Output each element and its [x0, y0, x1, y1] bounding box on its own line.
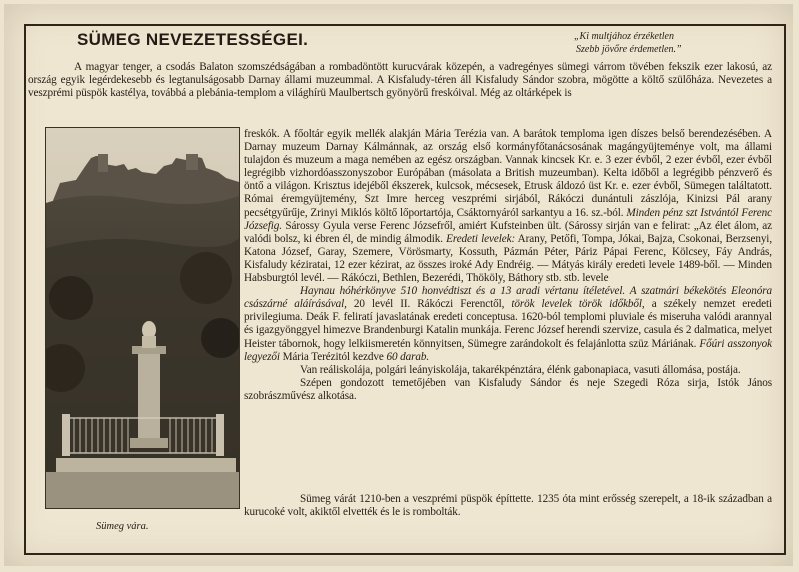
motto-line-2: Szebb jövőre érdemetlen.”	[576, 44, 682, 55]
castle-photo	[45, 127, 240, 509]
photo-caption: Sümeg vára.	[96, 521, 149, 532]
relics-text: a székely nemzet eredeti privilegiuma. Deák F. feliratí javaslatának eredeti conceptusa. 1620-ból templomi pluviale és miseruha valódi arannyal és igazgyönggyel himezve Brandenburgi Katalin munkája. Ferenc József herendi szervize, casula és 2 dalmatica, melyet Heister tábornok, hogy lelkiismeretén könnyitsen, Sümegre zarándokolt és felajánlotta szüz Máriának.	[244, 298, 772, 350]
cemetery-paragraph: Szépen gondozott temetőjében van Kisfaludy Sándor és neje Szegedi Róza sirja, Istók János szobrászművész alkotása.	[244, 376, 772, 402]
motto-line-1: „Ki multjához érzéketlen	[574, 31, 674, 42]
fans-from-text: Mária Terézitól kezdve	[282, 350, 384, 363]
castle-illustration	[46, 128, 239, 508]
history-paragraph: Sümeg várát 1210-ben a veszprémi püspök építtette. 1235 óta mint erősség szerepelt, a 18-ik században a kurucoké volt, akiktől elvették és le is rombolták.	[244, 493, 772, 519]
letters-heading: Eredeti levelek:	[446, 232, 516, 245]
relics-paragraph	[244, 285, 772, 364]
main-text-column	[244, 128, 772, 403]
fans-count-text: 60 darab.	[386, 350, 430, 363]
museum-paragraph	[244, 128, 772, 285]
motto	[574, 30, 774, 56]
intro-paragraph: A magyar tenger, a csodás Balaton szomszédságában a rombadöntött kurucvárak közepén, a vadregényes sümegi várrom tövében fekszik ezer lakosú, az ország egyik legérdekesebb és legtanulságosabb Darnay állami muzeummal. A Kisfaludy-téren áll Kisfaludy Sándor szobra, mögötte a költő szülőháza. Nevezetes a veszprémi püspök kastélya, továbbá a plebánia-templom a világhírü Maulbertsch gyönyörű freskóival. Még az oltárképek is	[28, 61, 772, 100]
fans-text: Főúri asszonyok legyezői	[244, 337, 772, 363]
page-title: SÜMEG NEVEZETESSÉGEI.	[77, 30, 309, 49]
rakoczi-text: 20 levél II. Rákóczi Ferenctől,	[353, 298, 505, 311]
museum-text: freskók. A főoltár egyik mellék alakján Mária Terézia van. A barátok temploma igen díszes belső berendezésében. A Darnay muzeum Darnay Kálmánnak, az ország első kormányfőtanácsosának magángyüjteménye volt, ma állami tulajdon és muzeum a maga nemében az egész országban. Vannak kincsek Kr. e. 3 ezer évből, 2 ezer évből, ezer évből legrégibb vizhordóasszonyszobor Európában (másolata a British muzeumban). Kelta időből a legrégibb pénzverő és öntő a világon. Krisztus idejéből ékszerek, kulcsok, mécsesek, Etrusk áldozó üst Kr. e. ezer évből, Sümegen találtatott. Római éremgyüjtemény, Szt Imre herceg veszprémi sirjából, Rákóczi dunántuli zászlója, Kinizsi Pál arany pecsétgyűrűje, Zrinyi Miklós költő lőportartója, Csáktornyáról sarkantyu a 16. sz.-ból.	[244, 128, 772, 219]
turkish-letters-text: török levelek török időkből,	[511, 298, 645, 311]
haynau-text: Haynau hóhérkönyve 510 honvédtiszt és a 13 aradi vértanu ítéletével. A szatmári békekötés Eleonóra császárné aláírásával,	[244, 285, 772, 311]
schools-paragraph: Van reáliskolája, polgári leányiskolája, takarékpénztára, élénk gabonapiaca, vasuti állomása, postája.	[300, 363, 741, 376]
museum-text-italic: Minden pénz szt Istvántól Ferenc Józsefig.	[244, 206, 772, 232]
letters-text: Arany, Petőfi, Tompa, Jókai, Bajza, Csokonai, Berzsenyi, Katona József, Garay, Szemere, Vörösmarty, Kossuth, Pázmán Péter, Páriz Pápai Ferenc, Kölcsey, Fáy András, Kisfaludy kéziratai, 12 ezer kézirat, az összes iroké Ady Endréig. — Mátyás király eredeti levele 1489-ből. — Minden Habsburgtól levél. — Rákóczi, Bethlen, Bezerédi, Thököly, Báthory stb. stb. levele	[244, 232, 773, 285]
sarossy-text: Sárossy Gyula verse Ferenc Józsefről, amiért Kufsteinben ült. (Sárossy sirján van e felirat: „Az élet álom, az valódi bolsz, ki ébren él, de mindig álmodik.	[244, 219, 772, 245]
